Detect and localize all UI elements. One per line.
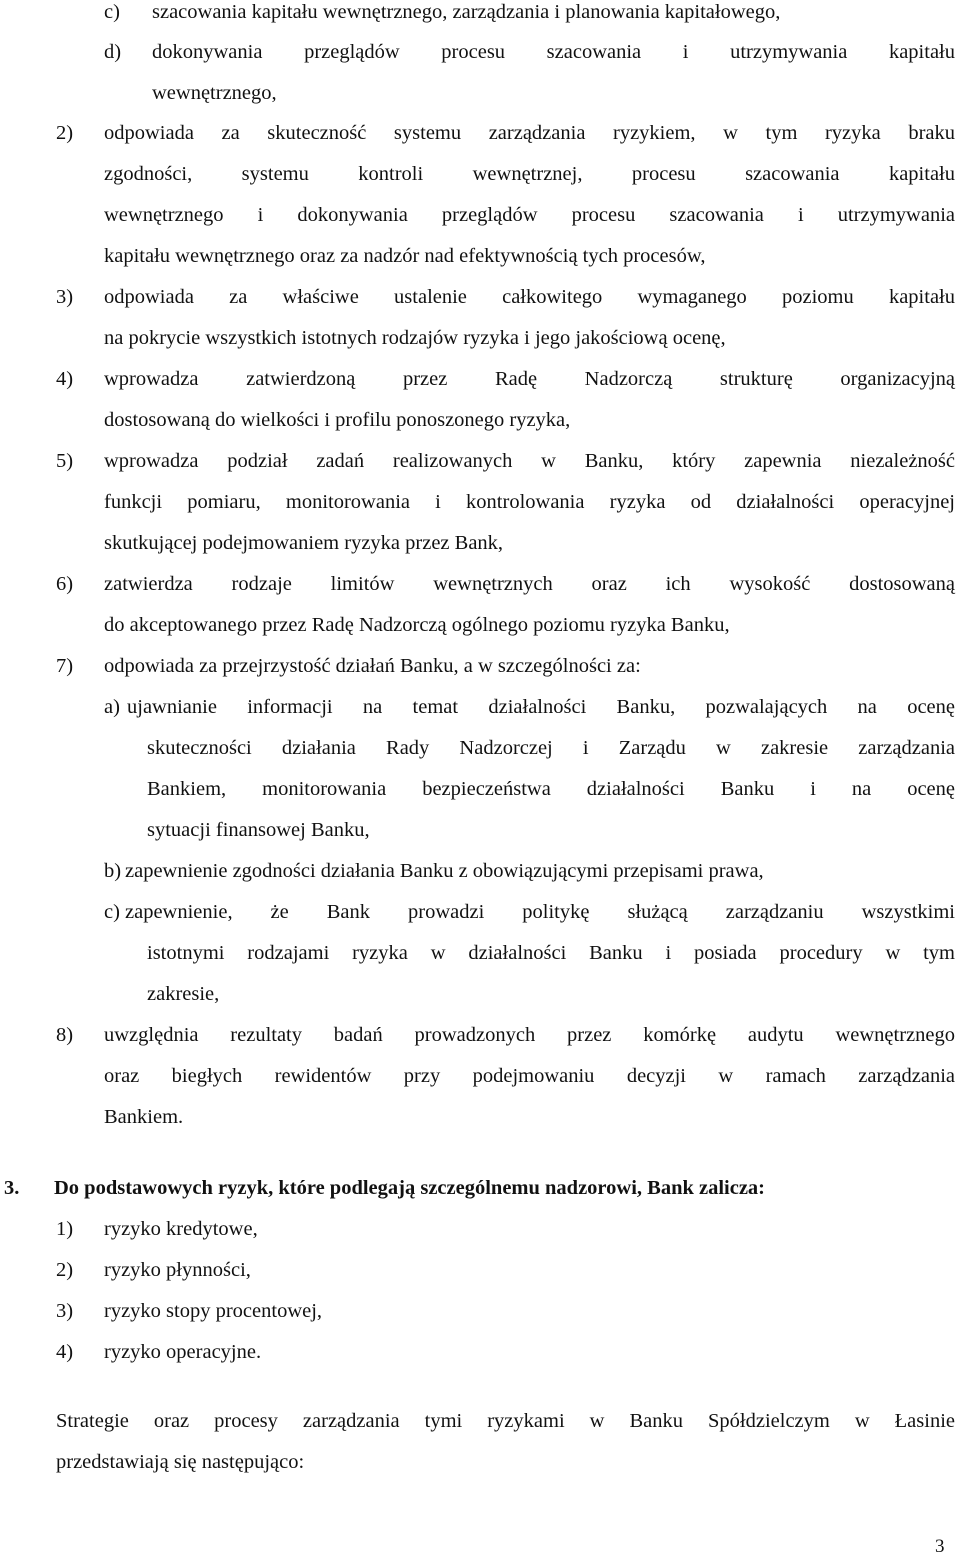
item-text: dostosowaną do wielkości i profilu ponoszonego ryzyka, — [104, 409, 571, 431]
item-label: c) — [104, 1, 120, 23]
item-text: dokonywania przeglądów procesu szacowania i utrzymywania kapitału — [152, 41, 955, 63]
item-text: odpowiada za właściwe ustalenie całkowitego wymaganego poziomu kapitału — [104, 286, 955, 308]
item-text: istotnymi rodzajami ryzyka w działalności Banku i posiada procedury w tym — [147, 942, 955, 964]
item-text: zgodności, systemu kontroli wewnętrznej, procesu szacowania kapitału — [104, 163, 955, 185]
item-text: ryzyko operacyjne. — [104, 1341, 262, 1363]
item-text: ryzyko kredytowe, — [104, 1218, 258, 1240]
item-text: Bankiem. — [104, 1106, 184, 1128]
item-label: a) — [104, 696, 120, 718]
item-text: wprowadza podział zadań realizowanych w Banku, który zapewnia niezależność — [104, 450, 955, 472]
item-text: oraz biegłych rewidentów przy podejmowaniu decyzji w ramach zarządzania — [104, 1065, 955, 1087]
item-text: wewnętrznego i dokonywania przeglądów procesu szacowania i utrzymywania — [104, 204, 955, 226]
item-text: do akceptowanego przez Radę Nadzorczą ogólnego poziomu ryzyka Banku, — [104, 614, 730, 636]
item-label: 5) — [56, 450, 74, 472]
item-label: 2) — [56, 122, 74, 144]
item-label: 4) — [56, 368, 74, 390]
item-label: 2) — [56, 1259, 74, 1281]
item-text: ryzyko stopy procentowej, — [104, 1300, 323, 1322]
item-label: 4) — [56, 1341, 74, 1363]
item-label: 8) — [56, 1024, 74, 1046]
item-text: wewnętrznego, — [152, 82, 277, 104]
item-text: zapewnienie, że Bank prowadzi politykę służącą zarządzaniu wszystkimi — [125, 901, 955, 923]
item-text: odpowiada za skuteczność systemu zarządzania ryzykiem, w tym ryzyka braku — [104, 122, 955, 144]
item-text: odpowiada za przejrzystość działań Banku, a w szczególności za: — [104, 655, 641, 677]
item-text: ryzyko płynności, — [104, 1259, 251, 1281]
item-text: zapewnienie zgodności działania Banku z obowiązującymi przepisami prawa, — [125, 860, 764, 882]
item-text: sytuacji finansowej Banku, — [147, 819, 370, 841]
item-text: funkcji pomiaru, monitorowania i kontrolowania ryzyka od działalności operacyjnej — [104, 491, 955, 513]
item-label: b) — [104, 860, 122, 882]
item-text: zakresie, — [147, 983, 220, 1005]
item-text: zatwierdza rodzaje limitów wewnętrznych oraz ich wysokość dostosowaną — [104, 573, 955, 595]
item-text: na pokrycie wszystkich istotnych rodzajów ryzyka i jego jakościową ocenę, — [104, 327, 726, 349]
paragraph-text: przedstawiają się następująco: — [56, 1451, 305, 1473]
item-text: ujawnianie informacji na temat działalności Banku, pozwalających na ocenę — [127, 696, 955, 718]
item-text: szacowania kapitału wewnętrznego, zarządzania i planowania kapitałowego, — [152, 1, 781, 23]
item-text: wprowadza zatwierdzoną przez Radę Nadzorczą strukturę organizacyjną — [104, 368, 955, 390]
item-label: 3) — [56, 1300, 74, 1322]
item-label: 7) — [56, 655, 74, 677]
section-title: Do podstawowych ryzyk, które podlegają szczególnemu nadzorowi, Bank zalicza: — [54, 1177, 766, 1199]
section-number: 3. — [4, 1177, 20, 1199]
item-label: 6) — [56, 573, 74, 595]
item-text: skutkującej podejmowaniem ryzyka przez Bank, — [104, 532, 504, 554]
item-text: Bankiem, monitorowania bezpieczeństwa działalności Banku i na ocenę — [147, 778, 955, 800]
item-label: 3) — [56, 286, 74, 308]
paragraph-text: Strategie oraz procesy zarządzania tymi ryzykami w Banku Spółdzielczym w Łasinie — [56, 1410, 955, 1432]
item-text: skuteczności działania Rady Nadzorczej i Zarządu w zakresie zarządzania — [147, 737, 955, 759]
page-number: 3 — [935, 1536, 945, 1557]
item-label: d) — [104, 41, 122, 63]
item-text: uwzględnia rezultaty badań prowadzonych przez komórkę audytu wewnętrznego — [104, 1024, 955, 1046]
item-label: 1) — [56, 1218, 74, 1240]
item-text: kapitału wewnętrznego oraz za nadzór nad efektywnością tych procesów, — [104, 245, 706, 267]
item-label: c) — [104, 901, 120, 923]
